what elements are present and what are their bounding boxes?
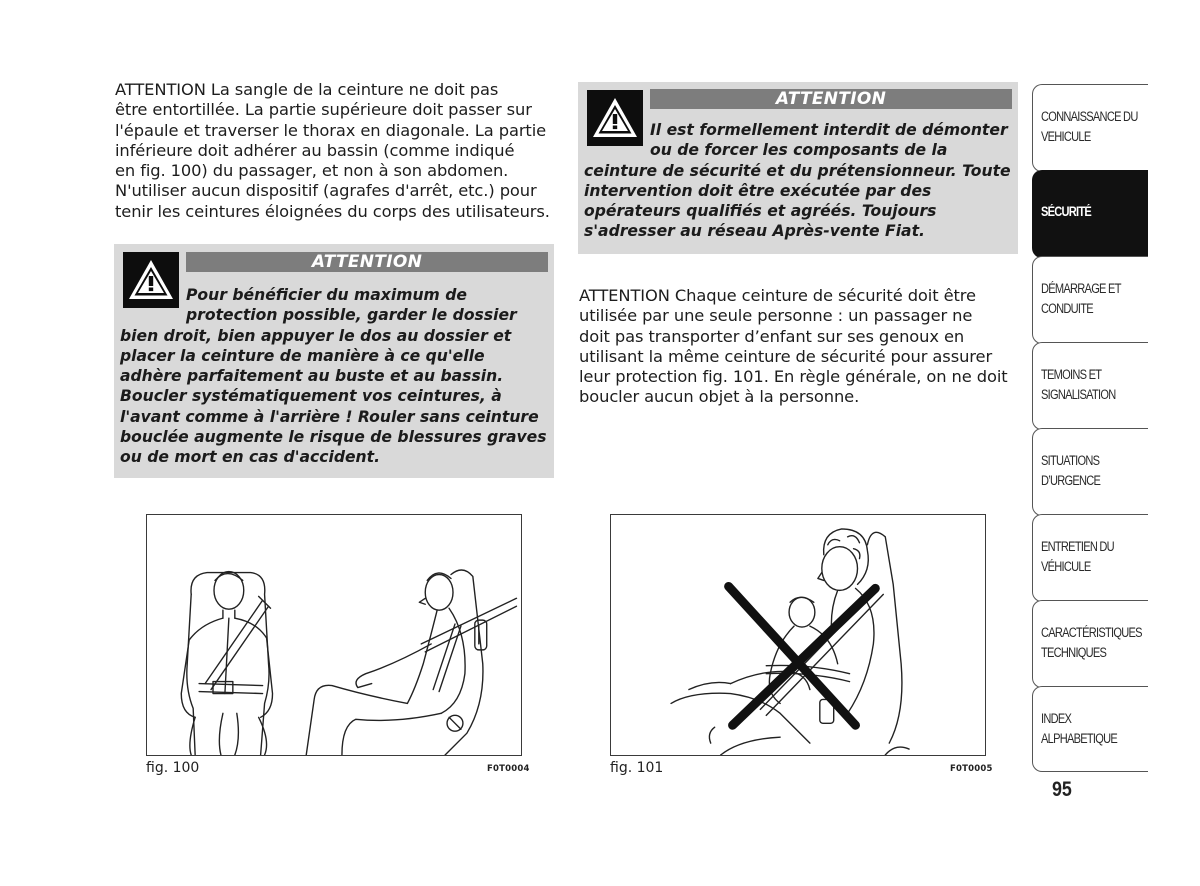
text-line: ceinture de sécurité et du prétensionneur. Toute — [584, 161, 1011, 180]
tab-label: CONNAISSANCE DU — [1041, 109, 1138, 124]
text-line: l'avant comme à l'arrière ! Rouler sans ceinture — [120, 407, 539, 426]
text-line: intervention doit être exécutée par des — [584, 181, 932, 200]
text-line: doit pas transporter d’enfant sur ses genoux en — [579, 326, 965, 346]
tab-label: SÉCURITÉ — [1041, 204, 1092, 219]
tab-label: ENTRETIEN DU — [1041, 539, 1114, 554]
text-line: l'épaule et traverser le thorax en diagonale. La partie — [115, 120, 547, 140]
text-line: protection possible, garder le dossier — [186, 306, 517, 325]
warning-title-bar: ATTENTION — [186, 252, 548, 272]
warning-text — [120, 285, 547, 468]
tab-label: CARACTÉRISTIQUES — [1041, 625, 1142, 640]
tab-entretien-du-vehicule[interactable] — [1032, 514, 1148, 602]
text-line: placer la ceinture de manière à ce qu'elle — [120, 346, 485, 365]
text-line: Pour bénéficier du maximum de — [186, 286, 467, 304]
tab-caracteristiques-techniques[interactable] — [1032, 600, 1148, 688]
text-line: inférieure doit adhérer au bassin (comme indiqué — [115, 140, 515, 160]
warning-title-bar: ATTENTION — [650, 89, 1012, 109]
figure-code: F0T0004 — [487, 764, 530, 774]
text-line: tenir les ceintures éloignées du corps des utilisateurs. — [115, 201, 550, 221]
text-line: ATTENTION La sangle de la ceinture ne doit pas — [115, 80, 499, 99]
tab-temoins-et-signalisation[interactable] — [1032, 342, 1148, 430]
text-line: bien droit, bien appuyer le dos au dossier et — [120, 326, 512, 345]
text-line: opérateurs qualifiés et agréés. Toujours — [584, 202, 937, 221]
text-line: adhère parfaitement au buste et au bassin. — [120, 367, 504, 386]
warning-box-right — [578, 82, 1018, 254]
tab-label: VEHICULE — [1041, 129, 1091, 144]
text-line: Il est formellement interdit de démonter — [650, 121, 1008, 139]
tab-situations-d-urgence[interactable] — [1032, 428, 1148, 516]
tab-securite[interactable] — [1032, 170, 1148, 258]
figure-caption: fig. 100 — [146, 760, 200, 776]
tab-label: D’URGENCE — [1041, 473, 1101, 488]
text-line: ou de forcer les composants de la — [650, 141, 948, 160]
figure-caption: fig. 101 — [610, 760, 664, 776]
figure-code: F0T0005 — [950, 764, 993, 774]
text-line: boucler aucun objet à la personne. — [579, 387, 860, 407]
tab-label: TECHNIQUES — [1041, 645, 1107, 660]
text-line: bouclée augmente le risque de blessures graves — [120, 428, 547, 447]
text-line: Boucler systématiquement vos ceintures, à — [120, 387, 502, 406]
text-line: être entortillée. La partie supérieure doit passer sur — [115, 100, 532, 120]
text-line: utilisant la même ceinture de sécurité pour assurer — [579, 346, 993, 366]
text-line: s'adresser au réseau Après-vente Fiat. — [584, 222, 925, 241]
tab-label: DÉMARRAGE ET — [1041, 281, 1121, 296]
tab-label: INDEX — [1041, 711, 1072, 726]
tab-label: ALPHABETIQUE — [1041, 731, 1118, 746]
text-line: ou de mort en cas d'accident. — [120, 448, 381, 467]
tab-index-alphabetique[interactable] — [1032, 686, 1148, 772]
tab-label: SIGNALISATION — [1041, 387, 1116, 402]
left-paragraph — [115, 80, 550, 222]
tab-demarrage-et-conduite[interactable] — [1032, 256, 1148, 344]
warning-text — [584, 120, 1011, 242]
warning-box-left — [114, 244, 554, 478]
tab-label: SITUATIONS — [1041, 453, 1100, 468]
text-line: N'utiliser aucun dispositif (agrafes d'arrêt, etc.) pour — [115, 181, 537, 201]
text-line: utilisée par une seule personne : un passager ne — [579, 306, 973, 326]
right-paragraph — [579, 286, 1008, 408]
tab-label: VÉHICULE — [1041, 559, 1091, 574]
tab-label: TEMOINS ET — [1041, 367, 1102, 382]
page-number: 95 — [1052, 778, 1072, 801]
figure-100-seatbelt-illustration — [146, 514, 522, 756]
text-line: ATTENTION Chaque ceinture de sécurité doit être — [579, 286, 976, 305]
text-line: en fig. 100) du passager, et non à son abdomen. — [115, 161, 509, 181]
text-line: leur protection fig. 101. En règle générale, on ne doit — [579, 367, 1008, 387]
tab-connaissance-du-vehicule[interactable] — [1032, 84, 1148, 172]
tab-label: CONDUITE — [1041, 301, 1093, 316]
figure-101-forbidden-illustration — [610, 514, 986, 756]
